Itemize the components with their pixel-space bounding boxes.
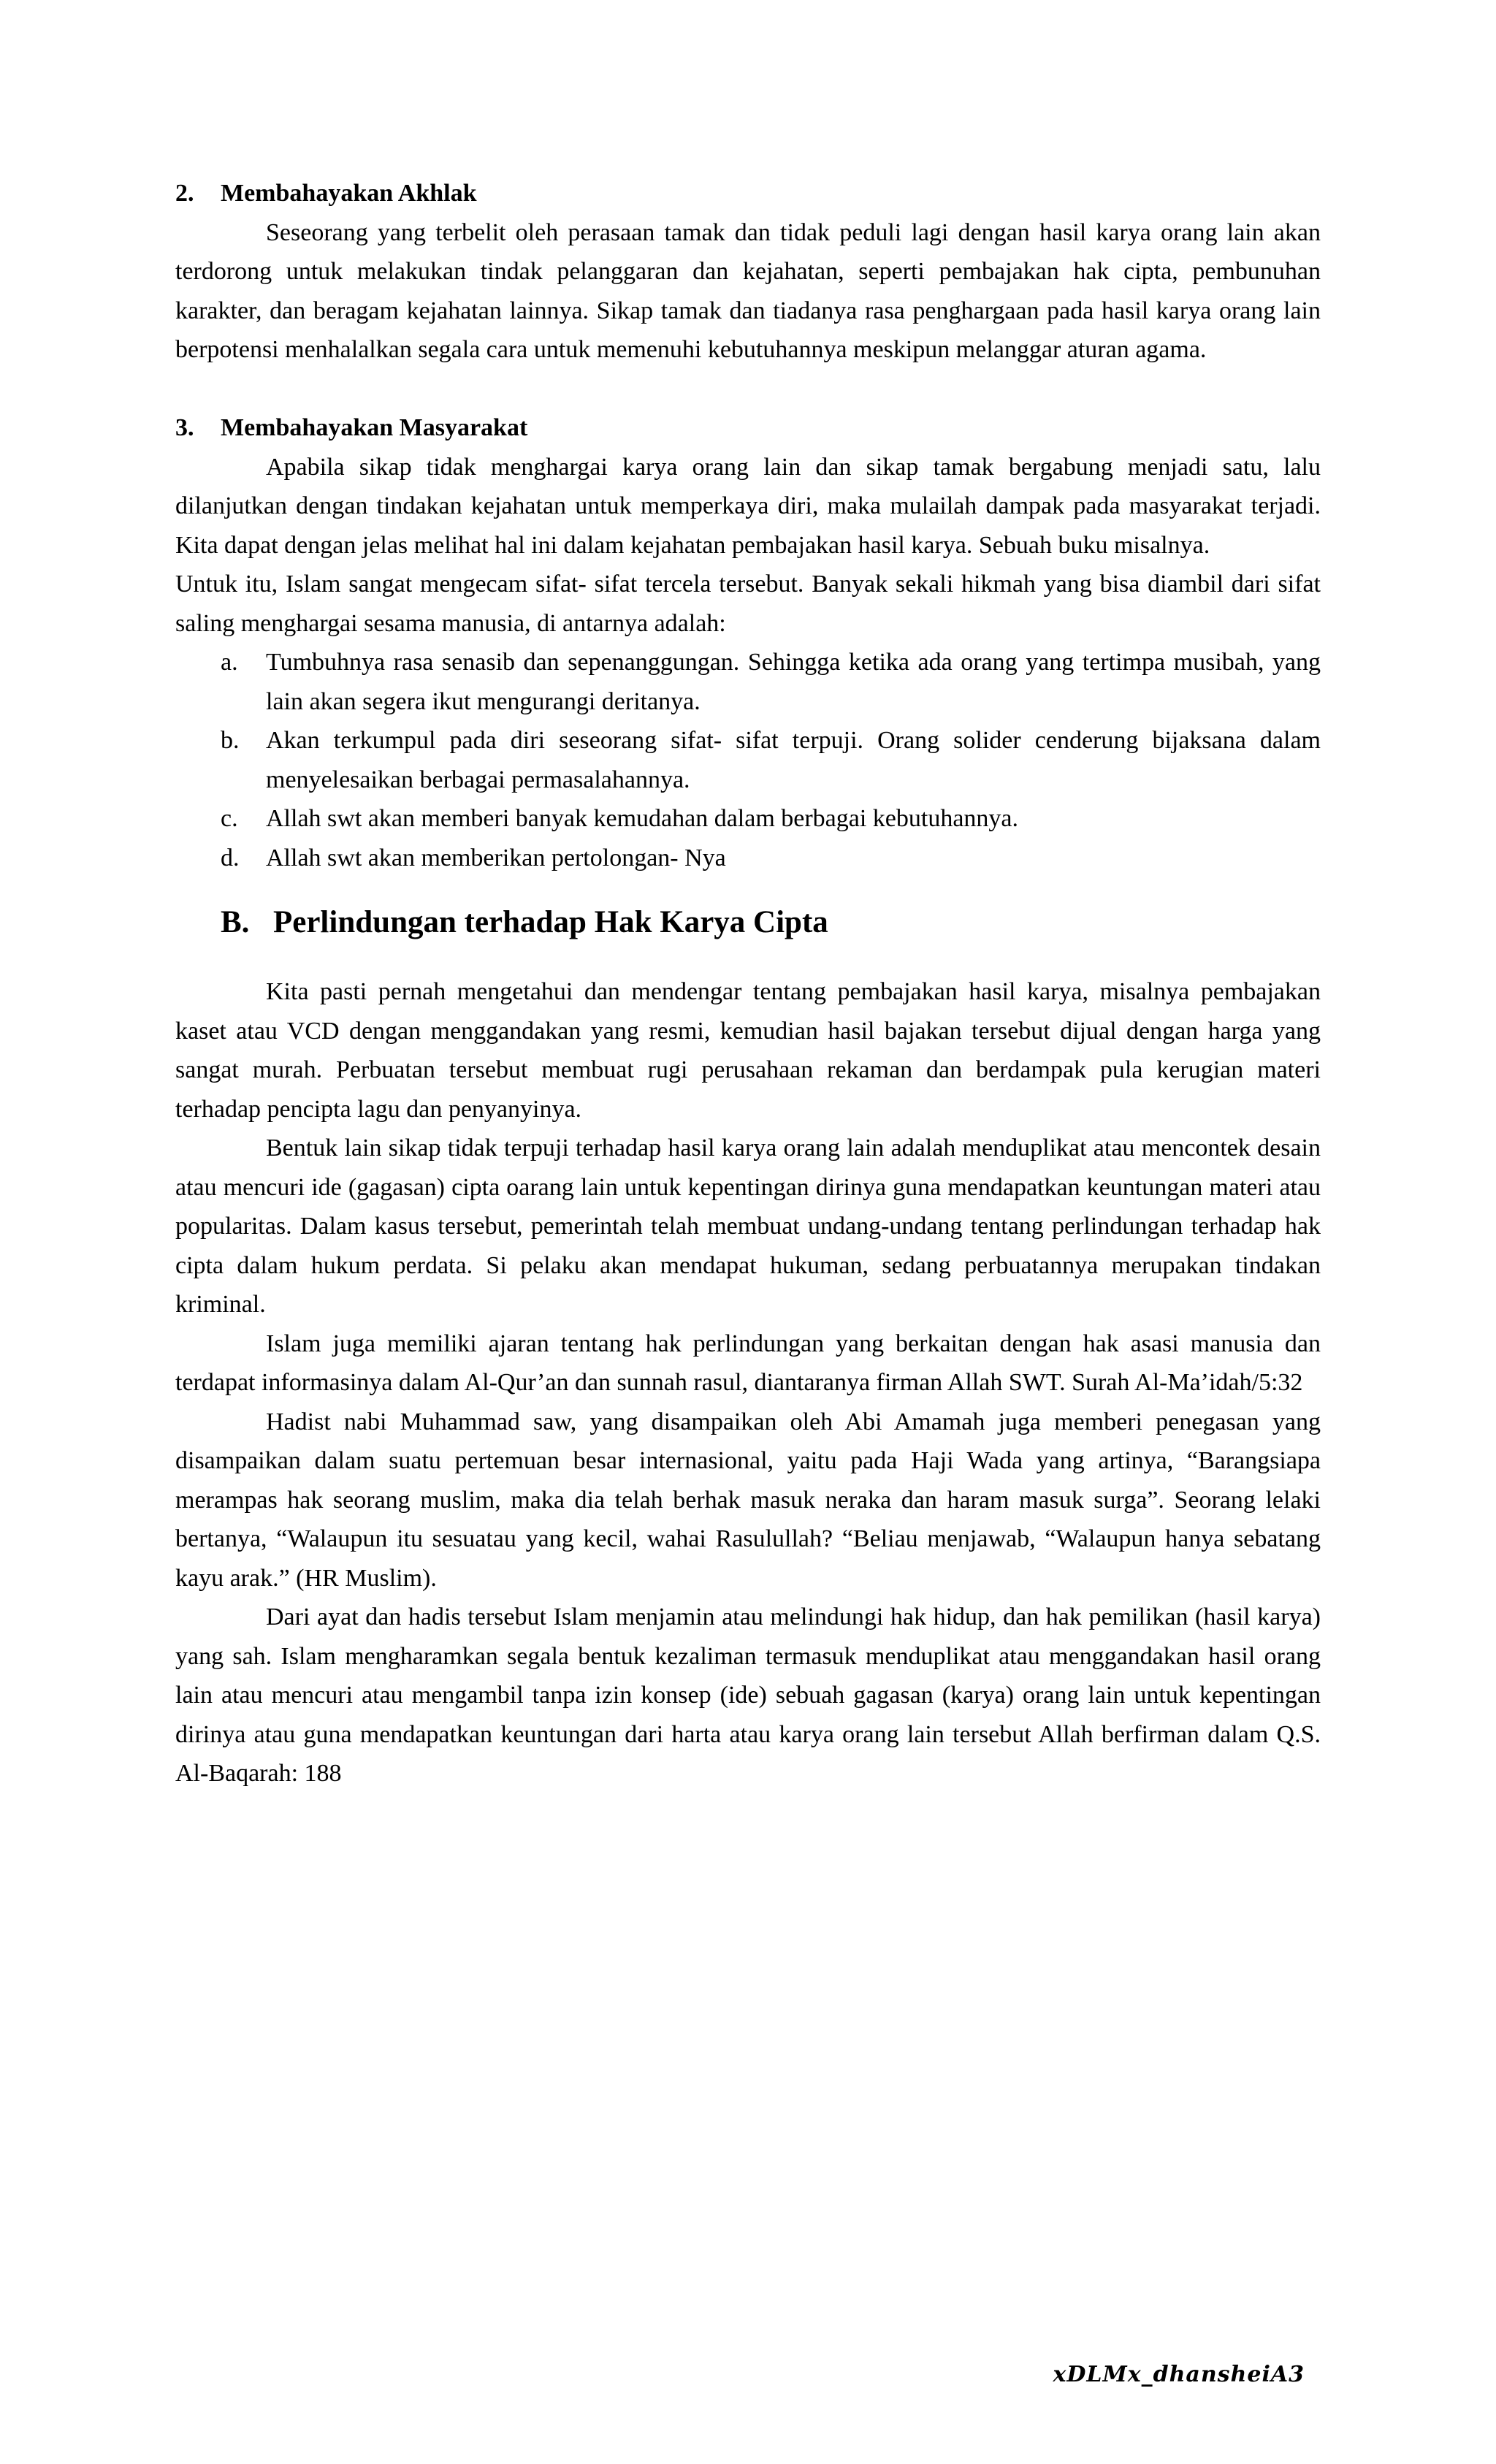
list-item-text: Allah swt akan memberi banyak kemudahan dalam berbagai kebutuhannya.: [266, 805, 1019, 832]
list-item: [175, 721, 1321, 799]
section-2-heading: [175, 174, 1321, 213]
document-page: [175, 174, 1321, 1793]
section-b-paragraph-2: Bentuk lain sikap tidak terpuji terhadap hasil karya orang lain adalah menduplikat atau mencontek desain atau mencuri ide (gagasan) cipta oarang lain untuk kepentingan dirinya guna mendapatkan keuntungan materi atau popularitas. Dalam kasus tersebut, pemerintah telah membuat undang-undang tentang perlindungan terhadap hak cipta dalam hukum perdata. Si pelaku akan mendapat hukuman, sedang perbuatannya merupakan tindakan kriminal.: [175, 1134, 1321, 1318]
section-3-heading: [175, 408, 1321, 448]
section-b-paragraph-3: Islam juga memiliki ajaran tentang hak perlindungan yang berkaitan dengan hak asasi manusia dan terdapat informasinya dalam Al-Qur’an dan sunnah rasul, diantaranya firman Allah SWT. Surah Al-Ma’idah/5:32: [175, 1330, 1321, 1396]
section-3-paragraph: Apabila sikap tidak menghargai karya orang lain dan sikap tamak bergabung menjadi satu, lalu dilanjutkan dengan tindakan kejahatan untuk memperkaya diri, maka mulailah dampak pada masyarakat terjadi. Kita dapat dengan jelas melihat hal ini dalam kejahatan pembajakan hasil karya. Sebuah buku misalnya.: [175, 453, 1321, 559]
section-b-paragraph-1: Kita pasti pernah mengetahui dan mendengar tentang pembajakan hasil karya, misalnya pembajakan kaset atau VCD dengan menggandakan yang resmi, kemudian hasil bajakan tersebut dijual dengan harga yang sangat murah. Perbuatan tersebut membuat rugi perusahaan rekaman dan berdampak pula kerugian materi terhadap pencipta lagu dan penyanyinya.: [175, 978, 1321, 1123]
closing-paragraph: Untuk itu, Islam sangat mengecam sifat- sifat tercela tersebut. Banyak sekali hikmah yang bisa diambil dari sifat saling menghargai sesama manusia, di antarnya adalah:: [175, 571, 1321, 637]
section-b-number: B.: [221, 905, 250, 939]
list-item: [175, 839, 1321, 878]
list-marker: c.: [221, 805, 238, 832]
section-b-paragraph-4: Hadist nabi Muhammad saw, yang disampaikan oleh Abi Amamah juga memberi penegasan yang disampaikan dalam suatu pertemuan besar internasional, yaitu pada Haji Wada yang artinya, “Barangsiapa merampas hak seorang muslim, maka dia telah berhak masuk neraka dan haram masuk surga”. Seorang lelaki bertanya, “Walaupun itu sesuatau yang kecil, wahai Rasulullah? “Beliau menjawab, “Walaupun hanya sebatang kayu arak.” (HR Muslim).: [175, 1408, 1321, 1592]
section-2-number: 2.: [175, 180, 194, 207]
hikmah-list: [175, 643, 1321, 877]
list-marker: b.: [221, 727, 240, 754]
list-item: [175, 643, 1321, 721]
list-marker: d.: [221, 844, 240, 871]
list-item: [175, 799, 1321, 839]
list-marker: a.: [221, 649, 238, 676]
section-2-paragraph: Seseorang yang terbelit oleh perasaan tamak dan tidak peduli lagi dengan hasil karya orang lain akan terdorong untuk melakukan tindak pelanggaran dan kejahatan, seperti pembajakan hak cipta, pembunuhan karakter, dan beragam kejahatan lainnya. Sikap tamak dan tiadanya rasa penghargaan pada hasil karya orang lain berpotensi menhalalkan segala cara untuk memenuhi kebutuhannya meskipun melanggar aturan agama.: [175, 218, 1321, 363]
section-b-paragraph-5: Dari ayat dan hadis tersebut Islam menjamin atau melindungi hak hidup, dan hak pemilikan (hasil karya) yang sah. Islam mengharamkan segala bentuk kezaliman termasuk menduplikat atau menggandakan hasil orang lain atau mencuri atau mengambil tanpa izin konsep (ide) sebuah gagasan (karya) orang lain untuk kepentingan dirinya atau guna mendapatkan keuntungan dari harta atau karya orang lain tersebut Allah berfirman dalam Q.S. Al-Baqarah: 188: [175, 1603, 1321, 1787]
section-3-title: Membahayakan Masyarakat: [221, 414, 528, 441]
section-3-number: 3.: [175, 414, 194, 441]
section-b-heading: [175, 901, 1321, 945]
list-item-text: Allah swt akan memberikan pertolongan- Nya: [266, 844, 726, 871]
section-b-title: Perlindungan terhadap Hak Karya Cipta: [273, 905, 828, 939]
list-item-text: Akan terkumpul pada diri seseorang sifat- sifat terpuji. Orang solider cenderung bijaksana dalam menyelesaikan berbagai permasalahannya.: [266, 727, 1321, 793]
footer-watermark: xDLMx_dhansheiA3: [1053, 2362, 1305, 2387]
spacer: [175, 370, 1321, 409]
section-2-title: Membahayakan Akhlak: [221, 180, 477, 207]
list-item-text: Tumbuhnya rasa senasib dan sepenanggungan. Sehingga ketika ada orang yang tertimpa musibah, yang lain akan segera ikut mengurangi deritanya.: [266, 649, 1321, 715]
